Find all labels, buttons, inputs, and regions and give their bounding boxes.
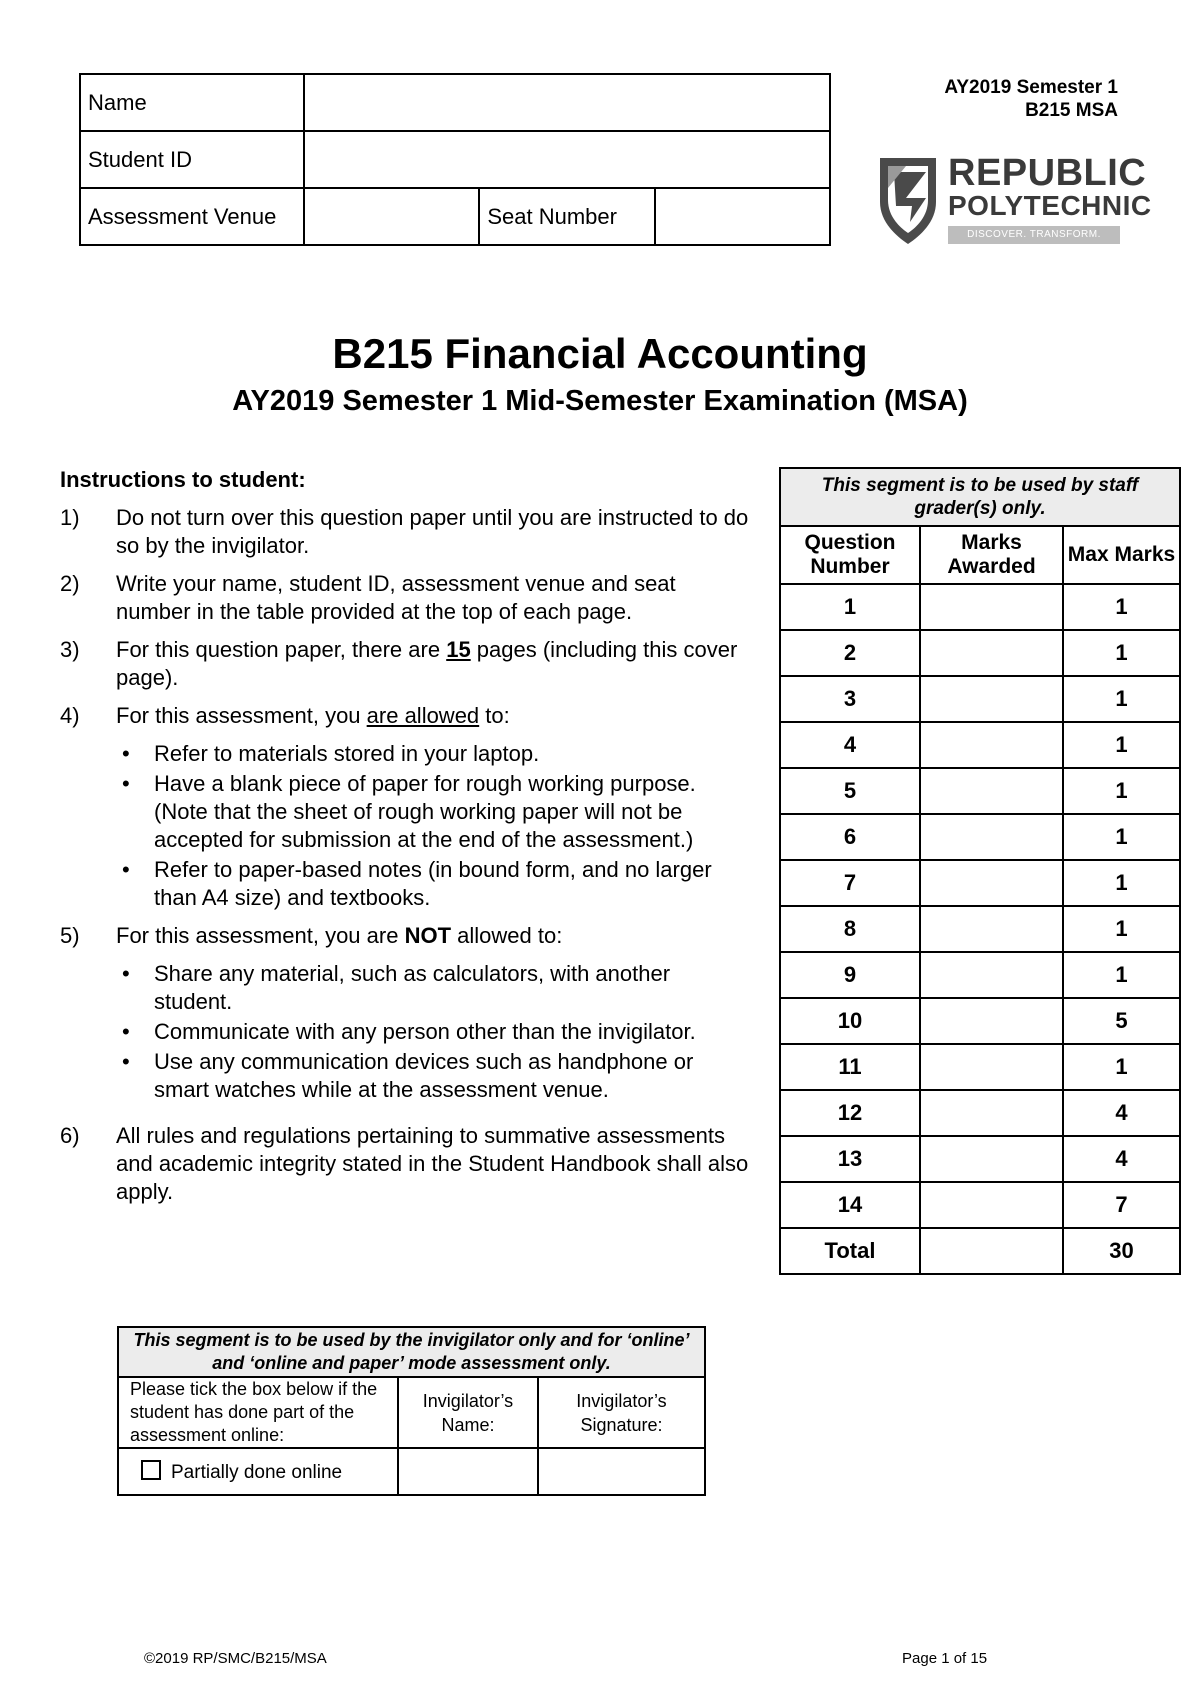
question-number: 8 [780,906,920,952]
item-number: 5) [60,923,80,948]
instruction-item [60,922,750,1104]
marks-awarded-cell[interactable] [920,584,1063,630]
item-text: allowed to: [451,923,563,948]
max-marks: 5 [1063,998,1180,1044]
question-number: 13 [780,1136,920,1182]
not-allowed-list [116,960,750,1104]
semester-label: AY2019 Semester 1 [944,77,1118,98]
not-emphasis: NOT [404,923,452,948]
bullet-text: Refer to materials stored in your laptop. [154,741,540,766]
module-code: B215 MSA [1025,100,1118,121]
question-number: 1 [780,584,920,630]
item-number: 3) [60,637,80,662]
seat-field[interactable] [655,188,830,245]
grader-note: This segment is to be used by staff grader(s) only. [780,468,1180,526]
marks-table [779,467,1181,1275]
instruction-item [60,1122,750,1206]
table-row [780,1090,1180,1136]
table-row [780,1044,1180,1090]
invigilator-name-field[interactable] [398,1448,538,1495]
partially-done-checkbox[interactable] [141,1460,161,1480]
venue-field[interactable] [304,188,479,245]
student-info-table [79,73,831,246]
list-item: • Use any communication devices such as handphone or smart watches while at the assessment venue. [122,1049,694,1102]
max-marks: 1 [1063,676,1180,722]
page-subtitle: AY2019 Semester 1 Mid-Semester Examination (MSA) [232,385,968,417]
item-text: pages (including this cover page). [116,637,738,690]
question-number: 3 [780,676,920,722]
max-marks: 1 [1063,1044,1180,1090]
item-number: 2) [60,571,80,596]
bullet-text: Have a blank piece of paper for rough working purpose. (Note that the sheet of rough working paper will not be accepted for submission at the end of the assessment.) [154,771,696,852]
venue-label: Assessment Venue [80,188,304,245]
list-item: • Communicate with any person other than the invigilator. [122,1019,696,1044]
table-row [780,1136,1180,1182]
col-max-header: Max Marks [1063,526,1180,584]
max-marks: 1 [1063,768,1180,814]
max-marks: 7 [1063,1182,1180,1228]
bullet-text: Refer to paper-based notes (in bound form, and no larger than A4 size) and textbooks. [154,857,712,910]
instruction-item [60,636,750,692]
question-number: 4 [780,722,920,768]
max-marks: 1 [1063,860,1180,906]
name-label: Name [80,74,304,131]
item-text: For this assessment, you are [116,923,405,948]
max-marks: 1 [1063,722,1180,768]
item-number: 1) [60,505,80,530]
item-text: All rules and regulations pertaining to summative assessments and academic integrity stated in the Student Handbook shall also apply. [116,1123,749,1204]
table-row [780,584,1180,630]
question-number: 7 [780,860,920,906]
invigilator-name-label: Invigilator’s Name: [398,1377,538,1448]
total-awarded-cell[interactable] [920,1228,1063,1274]
republic-polytechnic-logo [876,152,1152,258]
question-number: 12 [780,1090,920,1136]
allowed-emphasis: are allowed [366,703,480,728]
item-number: 6) [60,1123,80,1148]
table-row [780,630,1180,676]
list-item: • Refer to materials stored in your laptop. [122,741,540,766]
marks-awarded-cell[interactable] [920,630,1063,676]
name-field[interactable] [304,74,830,131]
table-row [780,906,1180,952]
instruction-item [60,504,750,560]
table-row [780,860,1180,906]
question-number: 5 [780,768,920,814]
total-label: Total [780,1228,920,1274]
total-max: 30 [1063,1228,1180,1274]
item-text: to: [479,703,510,728]
item-text: For this assessment, you [116,703,367,728]
page-title: B215 Financial Accounting [332,330,868,377]
question-number: 11 [780,1044,920,1090]
student-id-label: Student ID [80,131,304,188]
table-row [780,1182,1180,1228]
col-awarded-header: Marks Awarded [920,526,1063,584]
marks-awarded-cell[interactable] [920,860,1063,906]
seat-label: Seat Number [479,188,654,245]
max-marks: 4 [1063,1090,1180,1136]
question-number: 9 [780,952,920,998]
marks-awarded-cell[interactable] [920,998,1063,1044]
page-count: 15 [446,637,471,662]
item-text: For this question paper, there are [116,637,447,662]
logo-line1: REPUBLIC [948,152,1147,194]
invigilator-signature-label: Invigilator’s Signature: [538,1377,705,1448]
invigilator-signature-field[interactable] [538,1448,705,1495]
marks-awarded-cell[interactable] [920,906,1063,952]
marks-awarded-cell[interactable] [920,814,1063,860]
max-marks: 1 [1063,584,1180,630]
question-number: 6 [780,814,920,860]
footer-copyright: ©2019 RP/SMC/B215/MSA [144,1650,327,1667]
table-row [780,814,1180,860]
max-marks: 1 [1063,630,1180,676]
question-number: 10 [780,998,920,1044]
marks-awarded-cell[interactable] [920,1090,1063,1136]
question-number: 14 [780,1182,920,1228]
marks-awarded-cell[interactable] [920,952,1063,998]
list-item: • Refer to paper-based notes (in bound form, and no larger than A4 size) and textbooks. [122,857,712,910]
instruction-item [60,570,750,626]
bullet-text: Communicate with any person other than the invigilator. [154,1019,696,1044]
invigilator-table [117,1326,706,1496]
marks-awarded-cell[interactable] [920,1136,1063,1182]
max-marks: 4 [1063,1136,1180,1182]
list-item: • Have a blank piece of paper for rough working purpose. (Note that the sheet of rough working paper will not be accepted for submission at the end of the assessment.) [122,771,696,852]
col-question-header: Question Number [780,526,920,584]
instructions [60,466,750,1216]
item-text: Do not turn over this question paper until you are instructed to do so by the invigilator. [116,505,749,558]
student-id-field[interactable] [304,131,830,188]
marks-awarded-cell[interactable] [920,1044,1063,1090]
list-item: • Share any material, such as calculators, with another student. [122,961,671,1014]
partially-done-cell [118,1448,398,1495]
invigilator-note: This segment is to be used by the invigilator only and for ‘online’ and ‘online and paper’ mode assessment only. [118,1327,705,1377]
shield-icon [876,156,940,246]
logo-line2: POLYTECHNIC [948,190,1152,221]
bullet-text: Use any communication devices such as handphone or smart watches while at the assessment venue. [154,1049,694,1102]
marks-awarded-cell[interactable] [920,1182,1063,1228]
logo-tagline: DISCOVER. TRANSFORM. ACHIEVE [948,226,1120,244]
marks-awarded-cell[interactable] [920,768,1063,814]
table-row [780,768,1180,814]
instruction-item [60,702,750,912]
checkbox-label: Partially done online [171,1461,343,1483]
question-number: 2 [780,630,920,676]
table-row [780,722,1180,768]
item-text: Write your name, student ID, assessment venue and seat number in the table provided at the top of each page. [116,571,676,624]
table-row [780,952,1180,998]
table-row [780,676,1180,722]
table-row [780,998,1180,1044]
instructions-heading: Instructions to student: [60,467,306,492]
marks-awarded-cell[interactable] [920,676,1063,722]
tick-instruction: Please tick the box below if the student has done part of the assessment online: [118,1377,398,1448]
allowed-list [116,740,750,912]
header-info [944,76,1118,122]
item-number: 4) [60,703,80,728]
marks-awarded-cell[interactable] [920,722,1063,768]
footer-page-number: Page 1 of 15 [902,1650,988,1667]
max-marks: 1 [1063,906,1180,952]
max-marks: 1 [1063,952,1180,998]
max-marks: 1 [1063,814,1180,860]
bullet-text: Share any material, such as calculators, with another student. [154,961,671,1014]
